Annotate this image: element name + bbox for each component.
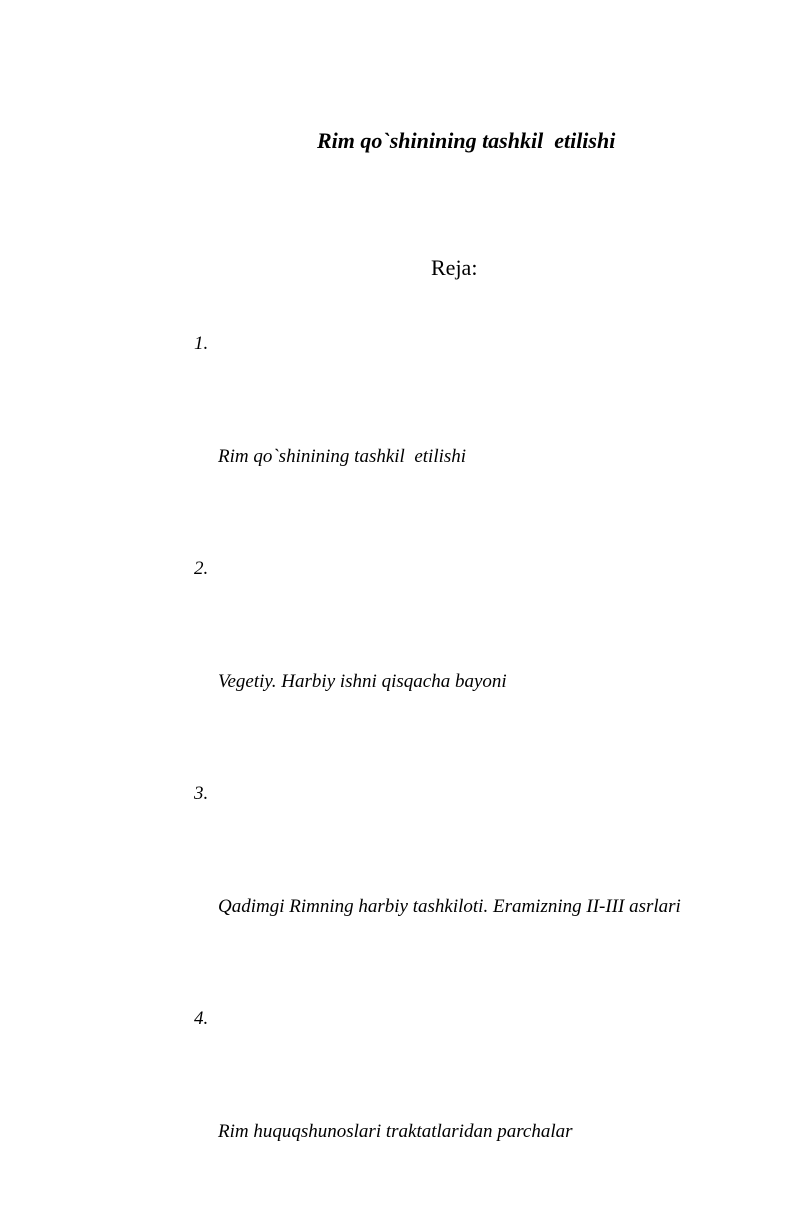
plan-item-number: 2.	[194, 558, 209, 579]
plan-item-number: 4.	[194, 1008, 209, 1029]
plan-item-text: Rim qo`shinining tashkil etilishi	[218, 445, 467, 467]
plan-item-text: Qadimgi Rimning harbiy tashkiloti. Eramizning II-III asrlari	[218, 895, 681, 917]
plan-item-4	[194, 1000, 694, 1225]
plan-item-3	[194, 775, 694, 1000]
plan-item-text: Rim huquqshunoslari traktatlaridan parchalar	[218, 1120, 573, 1142]
plan-heading: Reja:	[431, 255, 478, 280]
document-title: Rim qo`shinining tashkil etilishi	[317, 128, 616, 153]
plan-list	[194, 325, 694, 1225]
plan-item-number: 3.	[194, 783, 209, 804]
plan-item-2	[194, 550, 694, 775]
plan-item-text: Vegetiy. Harbiy ishni qisqacha bayoni	[218, 670, 507, 692]
plan-item-number: 1.	[194, 333, 209, 354]
plan-item-1	[194, 325, 694, 550]
